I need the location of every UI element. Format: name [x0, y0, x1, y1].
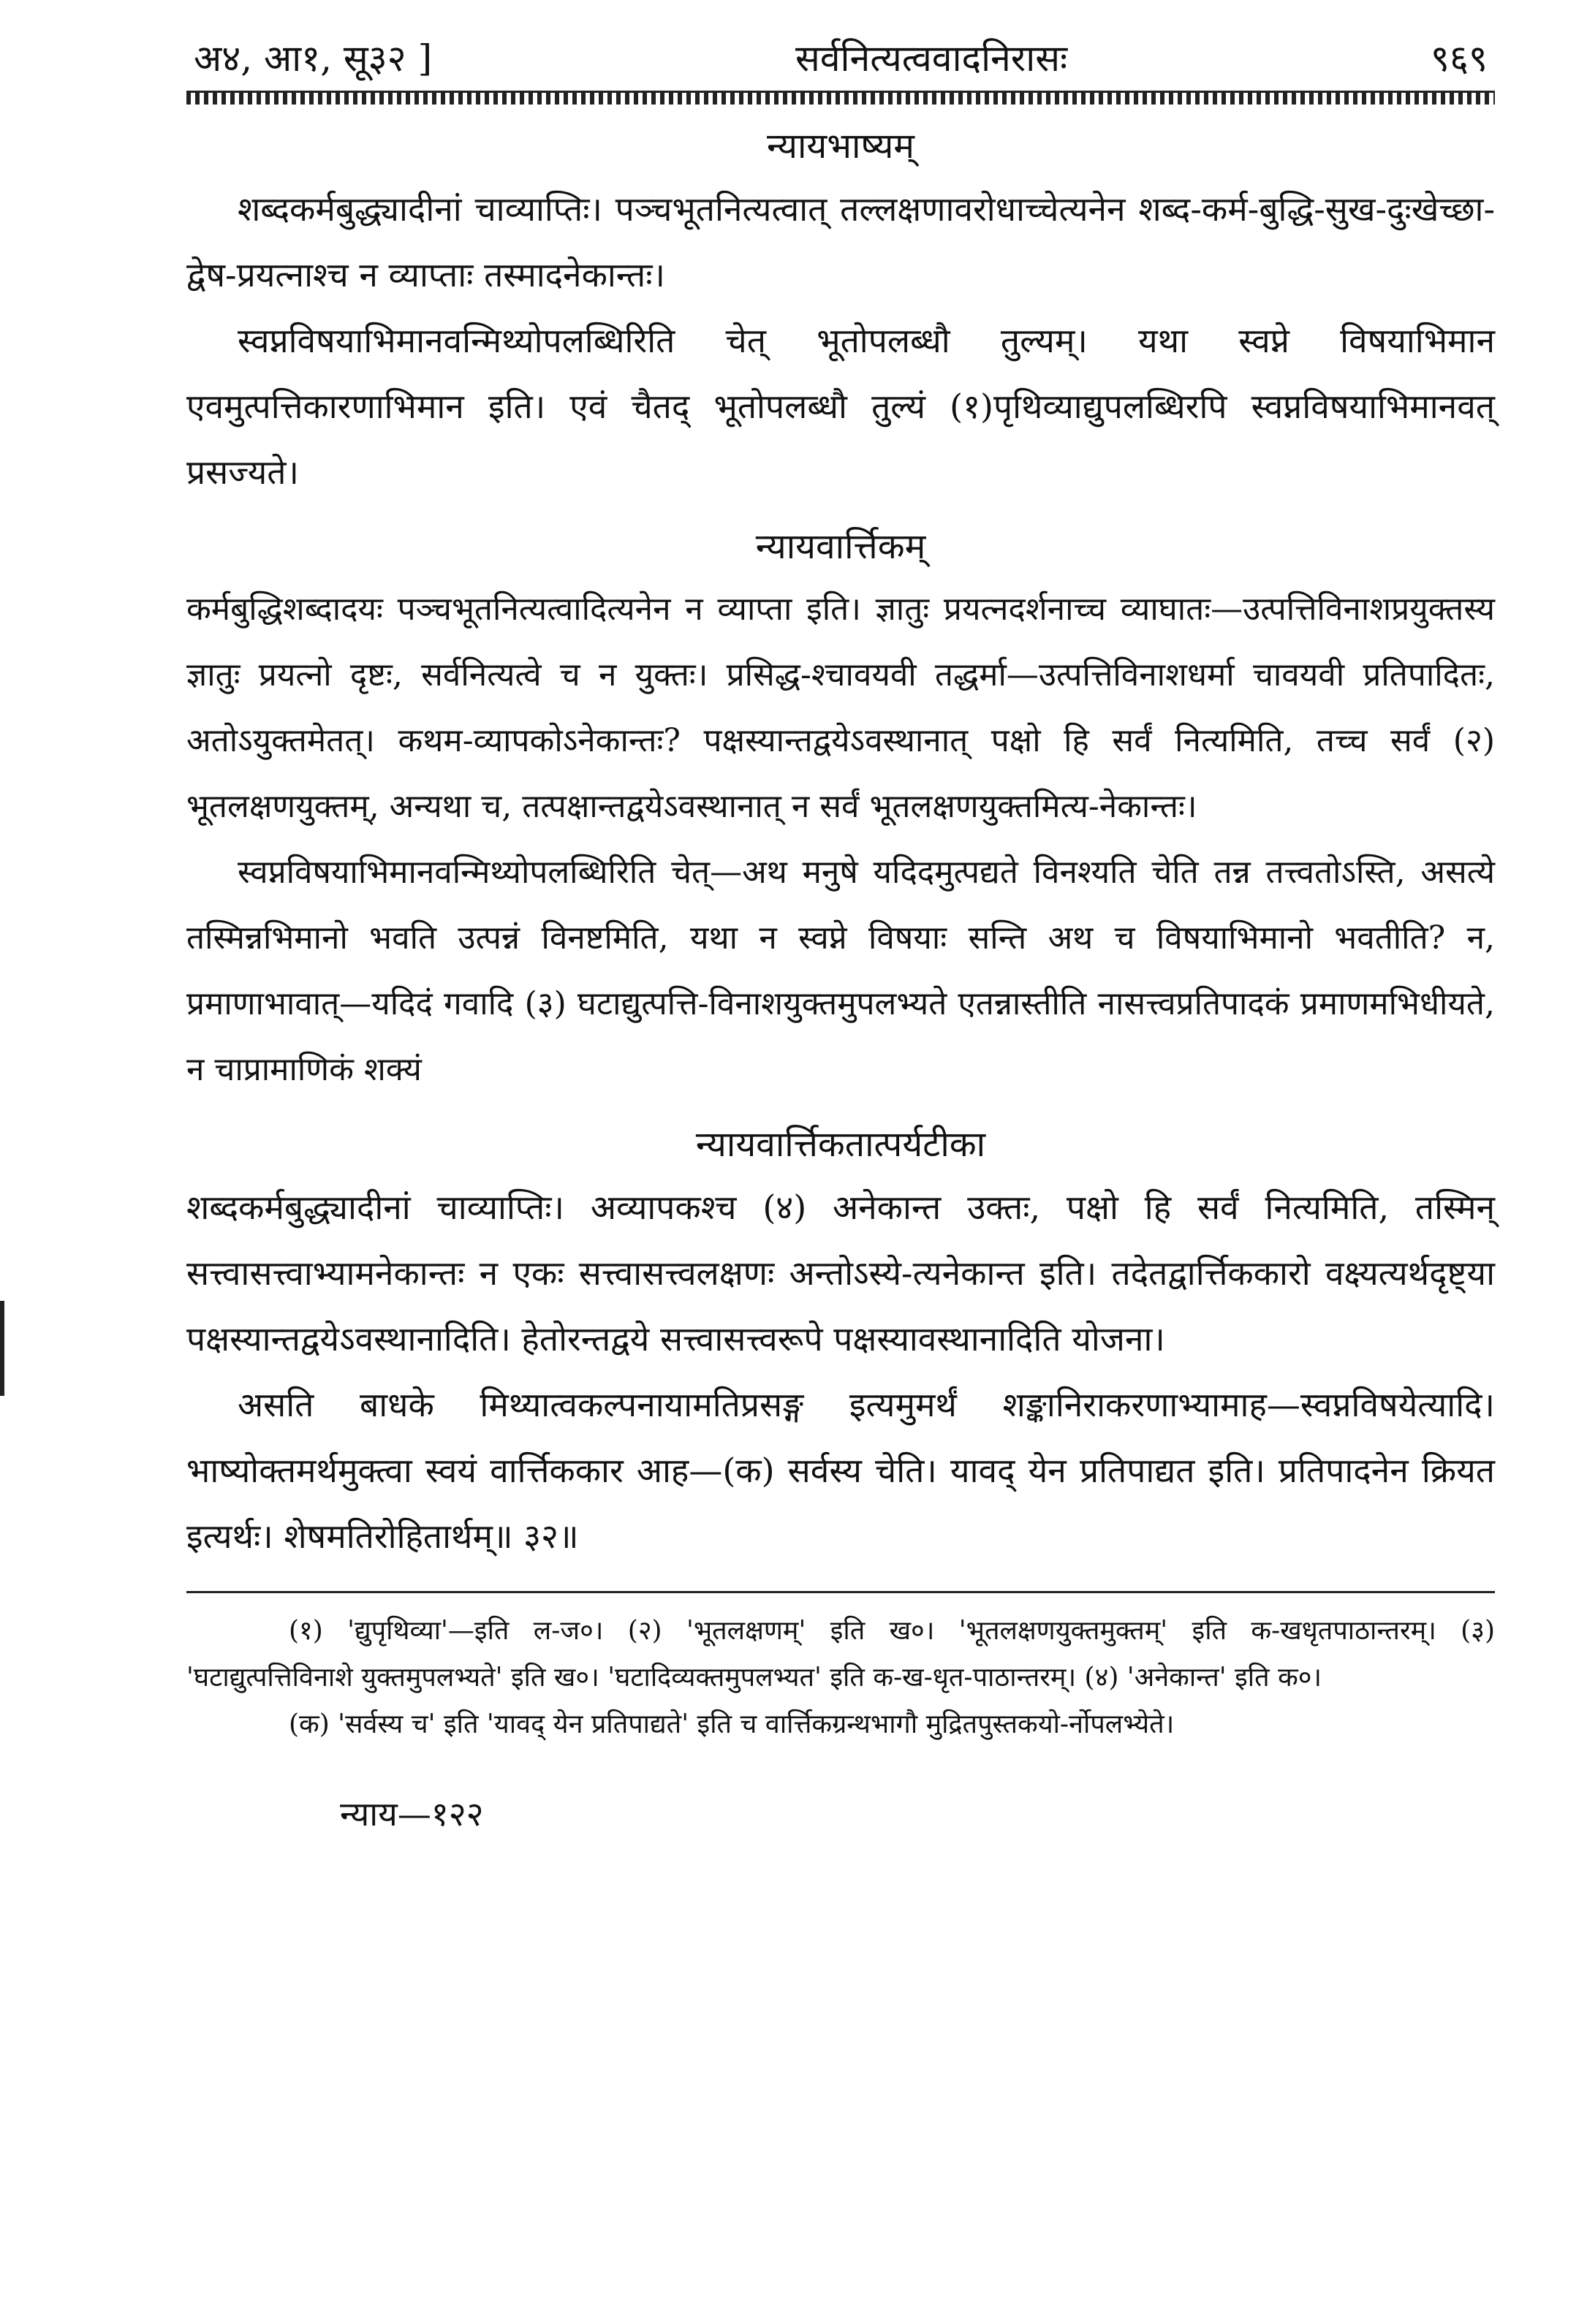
header-center: सर्वनित्यत्ववादनिरासः [795, 37, 1068, 80]
header-left: अ४, आ१, सू३२ ] [194, 37, 433, 80]
signature-mark: न्याय—१२२ [340, 1794, 484, 1834]
footnote-rule [186, 1591, 1495, 1593]
running-header [186, 29, 1495, 88]
header-rule [186, 91, 1495, 105]
section-title-tika: न्यायवार्त्तिकतात्पर्यटीका [695, 1124, 986, 1165]
section-title-bhashya: न्यायभाष्यम् [766, 126, 915, 167]
paragraph: स्वप्नविषयाभिमानवन्मिथ्योपलब्धिरिति चेत् भूतोपलब्धौ तुल्यम्। यथा स्वप्ने विषयाभिमान एवमुत्पत्तिकारणाभिमान इति। एवं चैतद् भूतोपलब्धौ तुल्यं (१)पृथिव्याद्युपलब्धिरपि स्वप्नविषयाभिमानवत् प्रसज्यते। [186, 321, 1495, 492]
paragraph: शब्दकर्मबुद्ध्यादीनां चाव्याप्तिः। पञ्चभूतनित्यत्वात् तल्लक्षणावरोधाच्चेत्यनेन शब्द-कर्म-बुद्धि-सुख-दुःखेच्छा-द्वेष-प्रयत्नाश्च न व्याप्ताः तस्मादनेकान्तः। [186, 189, 1495, 295]
section-title-varttika: न्यायवार्त्तिकम् [755, 526, 926, 567]
document-page [186, 29, 1495, 1843]
paragraph: स्वप्नविषयाभिमानवन्मिथ्योपलब्धिरिति चेत्—अथ मनुषे यदिदमुत्पद्यते विनश्यति चेति तन्न तत्त्वतोऽस्ति, असत्ये तस्मिन्नभिमानो भवति उत्पन्नं विनष्टमिति, यथा न स्वप्ने विषयाः सन्ति अथ च विषयाभिमानो भवतीति? न, प्रमाणाभावात्—यदिदं गवादि (३) घटाद्युत्पत्ति-विनाशयुक्तमुपलभ्यते एतन्नास्तीति नासत्त्वप्रतिपादकं प्रमाणमभिधीयते, न चाप्रामाणिकं शक्यं [186, 854, 1495, 1088]
footnote: (१) 'द्युपृथिव्या'—इति ल-ज०। (२) 'भूतलक्षणम्' इति ख०। 'भूतलक्षणयुक्तमुक्तम्' इति क-खधृतपाठान्तरम्। (३) 'घटाद्युत्पत्तिविनाशे युक्तमुपलभ्यते' इति ख०। 'घटादिव्यक्तमुपलभ्यत' इति क-ख-धृत-पाठान्तरम्। (४) 'अनेकान्त' इति क०। [186, 1616, 1495, 1693]
left-margin-mark [0, 1301, 4, 1396]
page-number: ९६९ [1430, 37, 1488, 80]
footnote: (क) 'सर्वस्य च' इति 'यावद् येन प्रतिपाद्यते' इति च वार्त्तिकग्रन्थभागौ मुद्रितपुस्तकयो-र्नोपलभ्येते। [289, 1709, 1175, 1739]
paragraph: शब्दकर्मबुद्ध्यादीनां चाव्याप्तिः। अव्यापकश्च (४) अनेकान्त उक्तः, पक्षो हि सर्वं नित्यमिति, तस्मिन् सत्त्वासत्त्वाभ्यामनेकान्तः न एकः सत्त्वासत्त्वलक्षणः अन्तोऽस्ये-त्यनेकान्त इति। तदेतद्वार्त्तिककारो वक्ष्यत्यर्थदृष्ट्या पक्षस्यान्तद्वयेऽवस्थानादिति। हेतोरन्तद्वये सत्त्वासत्त्वरूपे पक्षस्यावस्थानादिति योजना। [186, 1188, 1495, 1359]
paragraph: असति बाधके मिथ्यात्वकल्पनायामतिप्रसङ्ग इत्यमुमर्थं शङ्कानिराकरणाभ्यामाह—स्वप्नविषयेत्यादि। भाष्योक्तमर्थमुक्त्वा स्वयं वार्त्तिककार आह—(क) सर्वस्य चेति। यावद् येन प्रतिपाद्यत इति। प्रतिपादनेन क्रियत इत्यर्थः। शेषमतिरोहितार्थम्॥ ३२॥ [186, 1385, 1495, 1556]
paragraph: कर्मबुद्धिशब्दादयः पञ्चभूतनित्यत्वादित्यनेन न व्याप्ता इति। ज्ञातुः प्रयत्नदर्शनाच्च व्याघातः—उत्पत्तिविनाशप्रयुक्तस्य ज्ञातुः प्रयत्नो दृष्टः, सर्वनित्यत्वे च न युक्तः। प्रसिद्ध-श्चावयवी तद्धर्मा—उत्पत्तिविनाशधर्मा चावयवी प्रतिपादितः, अतोऽयुक्तमेतत्। कथम-व्यापकोऽनेकान्तः? पक्षस्यान्तद्वयेऽवस्थानात् पक्षो हि सर्वं नित्यमिति, तच्च सर्वं (२) भूतलक्षणयुक्तम्, अन्यथा च, तत्पक्षान्तद्वयेऽवस्थानात् न सर्वं भूतलक्षणयुक्तमित्य-नेकान्तः। [186, 591, 1495, 825]
